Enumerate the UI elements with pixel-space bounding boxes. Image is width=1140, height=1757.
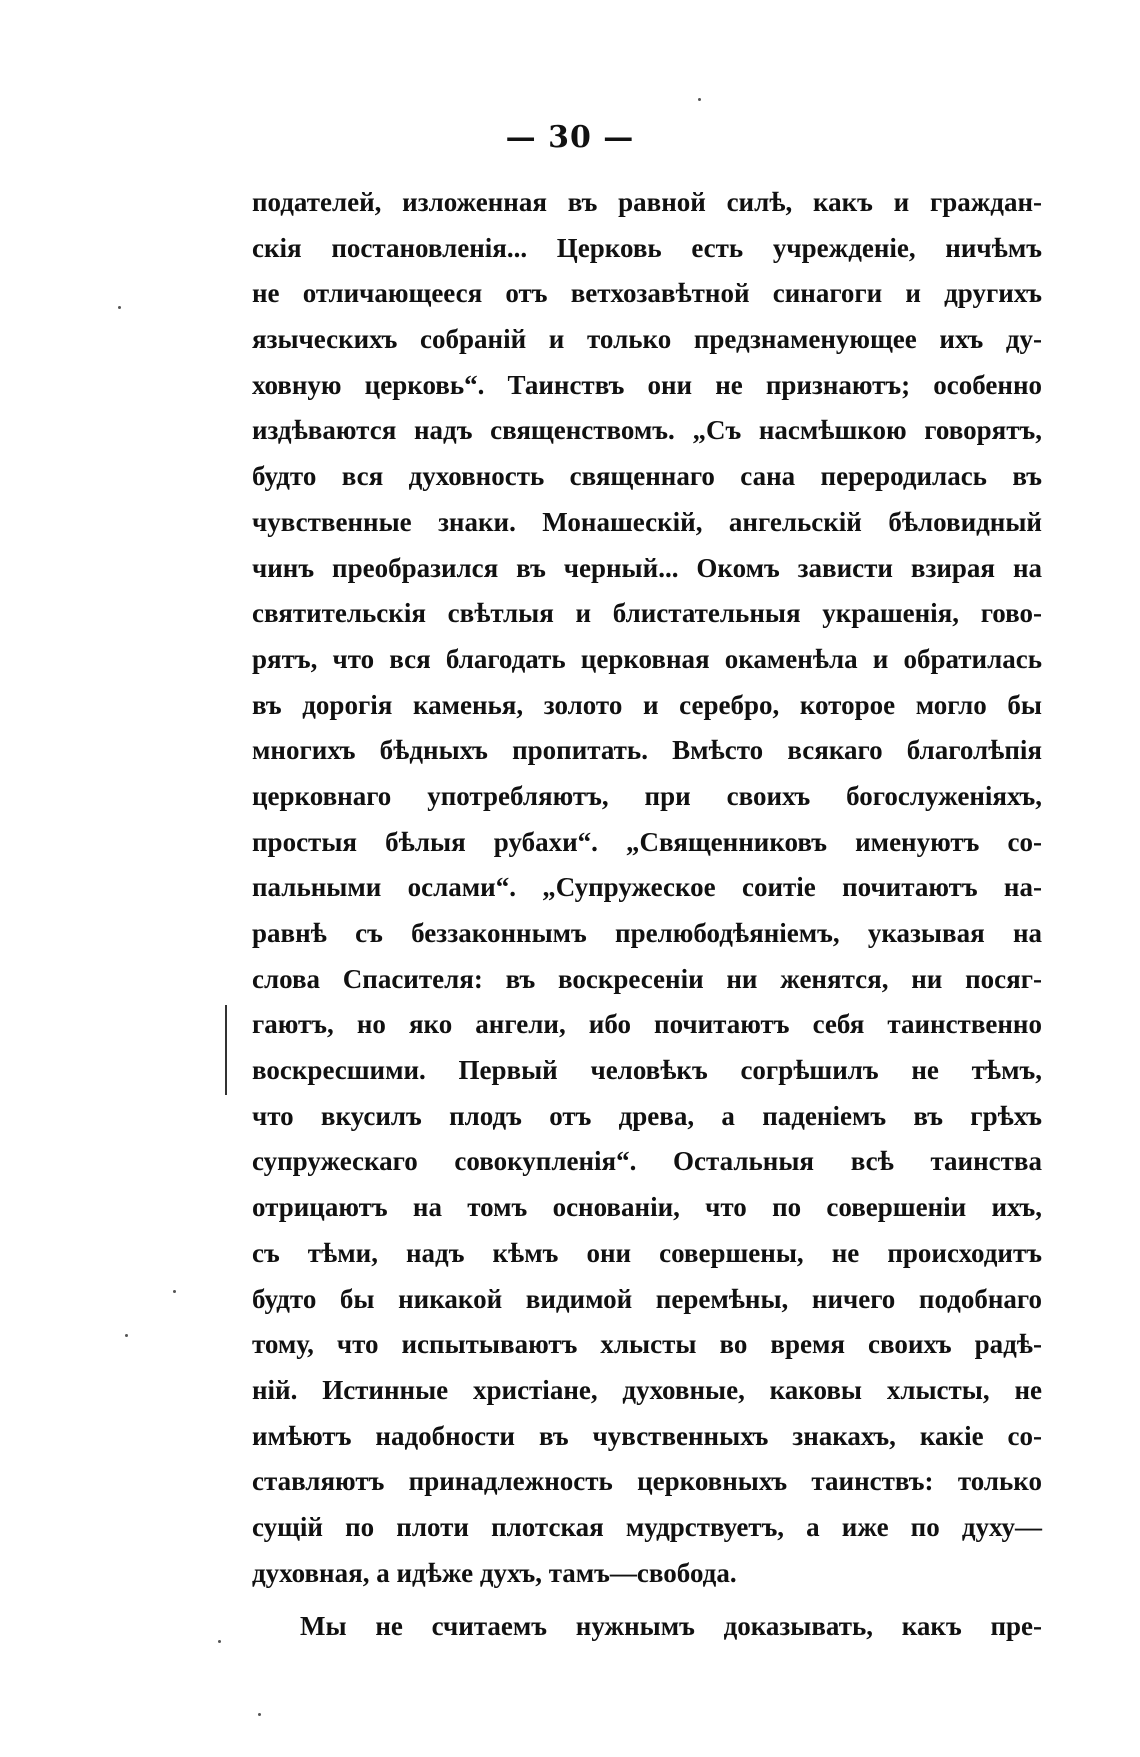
- margin-mark: [225, 1005, 227, 1095]
- text-line: будто бы никакой видимой перемѣны, ничего подобнаго: [252, 1283, 1042, 1314]
- text-line: въ дорогія каменья, золото и серебро, которое могло бы: [252, 689, 1042, 720]
- text-line: гаютъ, но яко ангели, ибо почитаютъ себя таинственно: [252, 1009, 1042, 1040]
- text-line: ній. Истинные христіане, духовные, каковы хлысты, не: [252, 1374, 1042, 1405]
- text-line: воскресшими. Первый человѣкъ согрѣшилъ не тѣмъ,: [252, 1055, 1042, 1086]
- scan-speck: [698, 98, 701, 101]
- text-line: имѣютъ надобности въ чувственныхъ знакахъ, какіе со-: [252, 1420, 1042, 1451]
- text-line: простыя бѣлыя рубахи“. „Священниковъ именуютъ со-: [252, 826, 1042, 857]
- text-line-paragraph-end: духовная, а идѣже духъ, тамъ—свобода.: [252, 1557, 737, 1588]
- text-line: издѣваются надъ священствомъ. „Съ насмѣшкою говорятъ,: [252, 415, 1042, 446]
- text-line: языческихъ собраній и только предзнаменующее ихъ ду-: [252, 324, 1042, 355]
- scan-speck: [173, 1290, 176, 1293]
- text-line: многихъ бѣдныхъ пропитать. Вмѣсто всякаго благолѣпія: [252, 735, 1042, 766]
- scan-speck: [118, 306, 121, 309]
- text-line: ховную церковь“. Таинствъ они не признаютъ; особенно: [252, 369, 1042, 400]
- text-line: не отличающееся отъ ветхозавѣтной синагоги и другихъ: [252, 278, 1042, 309]
- text-line: пальными ослами“. „Супружеское соитіе почитаютъ на-: [252, 872, 1042, 903]
- text-line: слова Спасителя: въ воскресеніи ни женятся, ни посяг-: [252, 963, 1042, 994]
- text-line: чувственные знаки. Монашескій, ангельскій бѣловидный: [252, 506, 1042, 537]
- text-line: ставляютъ принадлежность церковныхъ таинствъ: только: [252, 1466, 1042, 1497]
- scan-speck: [218, 1640, 221, 1643]
- text-line: скія постановленія... Церковь есть учрежденіе, ничѣмъ: [252, 232, 1042, 263]
- scan-speck: [125, 1334, 128, 1337]
- text-line: тому, что испытываютъ хлысты во время своихъ радѣ-: [252, 1329, 1042, 1360]
- text-line: сущій по плоти плотская мудрствуетъ, а иже по духу—: [252, 1511, 1042, 1542]
- page-number: — 30 —: [505, 120, 635, 155]
- text-line: супружескаго совокупленія“. Остальныя всѣ таинства: [252, 1146, 1042, 1177]
- body-text: [252, 180, 1042, 1650]
- text-line: святительскія свѣтлыя и блистательныя украшенія, гово-: [252, 598, 1042, 629]
- text-line: что вкусилъ плодъ отъ древа, а паденіемъ въ грѣхъ: [252, 1100, 1042, 1131]
- scan-speck: [258, 1713, 261, 1716]
- text-line: будто вся духовность священнаго сана переродилась въ: [252, 461, 1042, 492]
- text-line: чинъ преобразился въ черный... Окомъ зависти взирая на: [252, 552, 1042, 583]
- text-line: подателей, изложенная въ равной силѣ, какъ и граждан-: [252, 187, 1042, 217]
- text-line-paragraph-start: Мы не считаемъ нужнымъ доказывать, какъ пре-: [300, 1611, 1042, 1642]
- text-line: съ тѣми, надъ кѣмъ они совершены, не происходитъ: [252, 1237, 1042, 1268]
- text-line: равнѣ съ беззаконнымъ прелюбодѣяніемъ, указывая на: [252, 918, 1042, 948]
- text-line: церковнаго употребляютъ, при своихъ богослуженіяхъ,: [252, 780, 1042, 811]
- text-line: отрицаютъ на томъ основаніи, что по совершеніи ихъ,: [252, 1192, 1042, 1223]
- text-line: рятъ, что вся благодать церковная окаменѣла и обратилась: [252, 643, 1042, 674]
